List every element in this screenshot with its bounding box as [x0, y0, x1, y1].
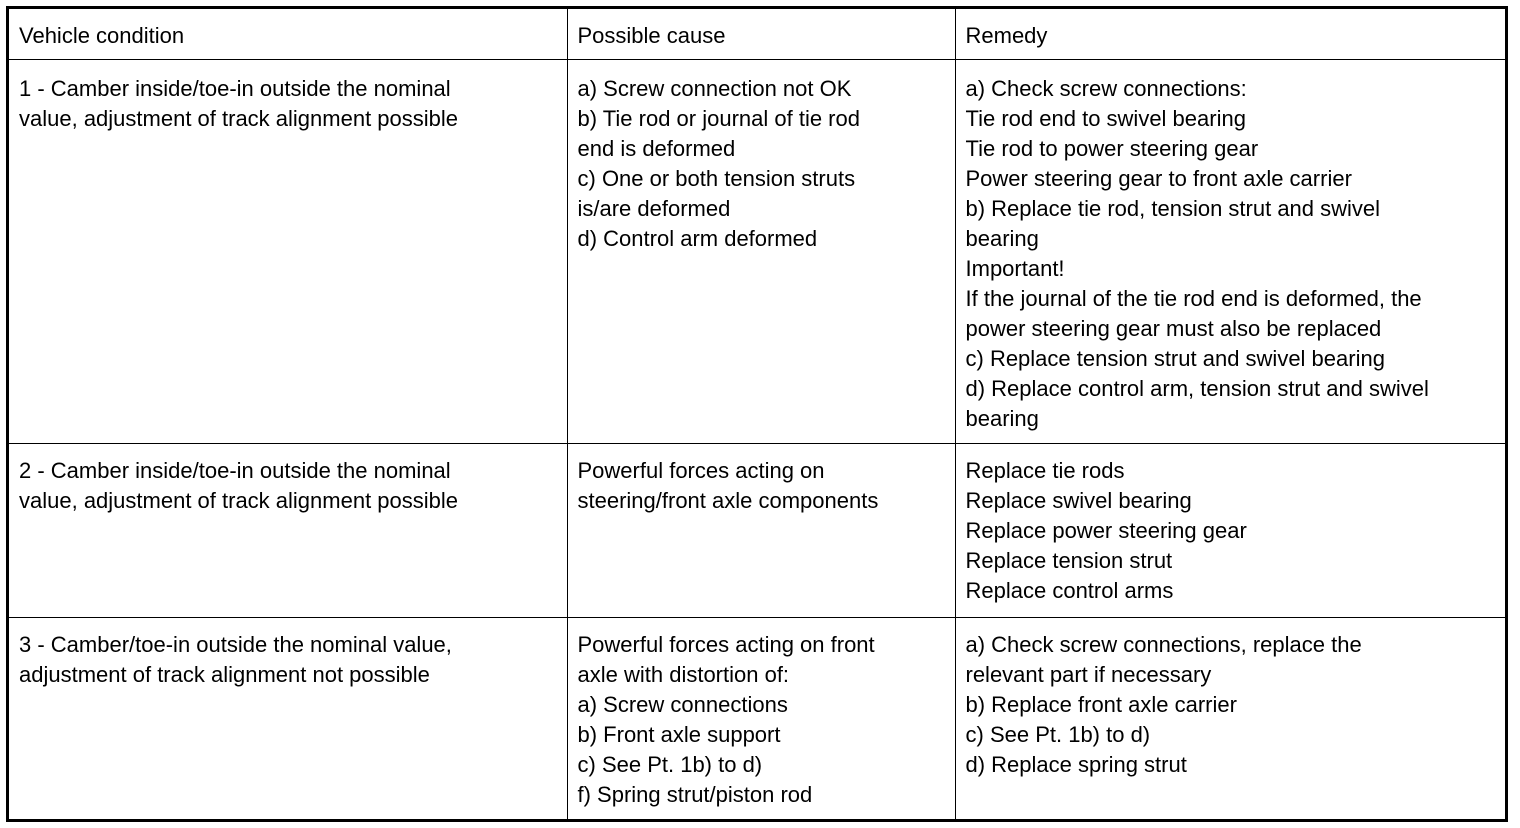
remedy-line: c) Replace tension strut and swivel bearing — [965, 345, 1385, 371]
remedy-line: b) Replace tie rod, tension strut and swivel — [965, 195, 1381, 221]
cause-line: is/are deformed — [577, 195, 731, 221]
table-row — [9, 443, 1505, 617]
remedy-line: If the journal of the tie rod end is deformed, the — [965, 285, 1422, 311]
remedy-line: relevant part if necessary — [965, 661, 1212, 687]
remedy-line: a) Check screw connections, replace the — [965, 631, 1362, 657]
remedy-line: bearing — [965, 225, 1039, 251]
cause-cell — [567, 59, 955, 443]
cause-line: c) One or both tension struts — [577, 165, 856, 191]
table-header-row — [9, 9, 1505, 59]
diagnosis-table — [9, 9, 1505, 819]
condition-cell — [9, 617, 567, 819]
cause-line: end is deformed — [577, 135, 736, 161]
remedy-line: d) Replace control arm, tension strut and swivel — [965, 375, 1429, 401]
cause-line: c) See Pt. 1b) to d) — [577, 751, 763, 777]
condition-cell — [9, 59, 567, 443]
condition-line: 1 - Camber inside/toe-in outside the nominal — [19, 75, 451, 101]
cause-line: b) Front axle support — [577, 721, 781, 747]
remedy-line: Replace tension strut — [965, 547, 1173, 573]
condition-line: value, adjustment of track alignment possible — [19, 487, 459, 513]
diagnosis-table-frame — [6, 6, 1508, 822]
cause-line: Powerful forces acting on front — [577, 631, 875, 657]
cause-line: Powerful forces acting on — [577, 457, 825, 483]
cause-line: f) Spring strut/piston rod — [577, 781, 813, 807]
remedy-cell — [955, 443, 1505, 617]
condition-line: 3 - Camber/toe-in outside the nominal value, — [19, 631, 452, 657]
remedy-line: Tie rod end to swivel bearing — [965, 105, 1246, 131]
remedy-line: Replace swivel bearing — [965, 487, 1192, 513]
remedy-cell — [955, 59, 1505, 443]
remedy-line: a) Check screw connections: — [965, 75, 1247, 101]
remedy-line: b) Replace front axle carrier — [965, 691, 1237, 717]
condition-line: 2 - Camber inside/toe-in outside the nominal — [19, 457, 451, 483]
cause-line: a) Screw connection not OK — [577, 75, 852, 101]
remedy-line: c) See Pt. 1b) to d) — [965, 721, 1151, 747]
cause-line: b) Tie rod or journal of tie rod — [577, 105, 860, 131]
table-row — [9, 617, 1505, 819]
cause-cell — [567, 617, 955, 819]
condition-line: adjustment of track alignment not possible — [19, 661, 430, 687]
remedy-line: d) Replace spring strut — [965, 751, 1187, 777]
remedy-cell — [955, 617, 1505, 819]
condition-line: value, adjustment of track alignment possible — [19, 105, 459, 131]
cause-line: d) Control arm deformed — [577, 225, 818, 251]
remedy-line: Replace power steering gear — [965, 517, 1247, 543]
cause-line: axle with distortion of: — [577, 661, 790, 687]
cause-line: steering/front axle components — [577, 487, 879, 513]
table-row — [9, 59, 1505, 443]
remedy-line: Tie rod to power steering gear — [965, 135, 1259, 161]
remedy-line: power steering gear must also be replaced — [965, 315, 1382, 341]
remedy-line: Important! — [965, 255, 1065, 281]
header-remedy: Remedy — [955, 9, 1505, 59]
remedy-line: Power steering gear to front axle carrier — [965, 165, 1352, 191]
header-vehicle-condition: Vehicle condition — [9, 9, 567, 59]
remedy-line: Replace control arms — [965, 577, 1174, 603]
condition-cell — [9, 443, 567, 617]
cause-line: a) Screw connections — [577, 691, 788, 717]
header-possible-cause: Possible cause — [567, 9, 955, 59]
remedy-line: Replace tie rods — [965, 457, 1125, 483]
remedy-line: bearing — [965, 405, 1039, 431]
cause-cell — [567, 443, 955, 617]
